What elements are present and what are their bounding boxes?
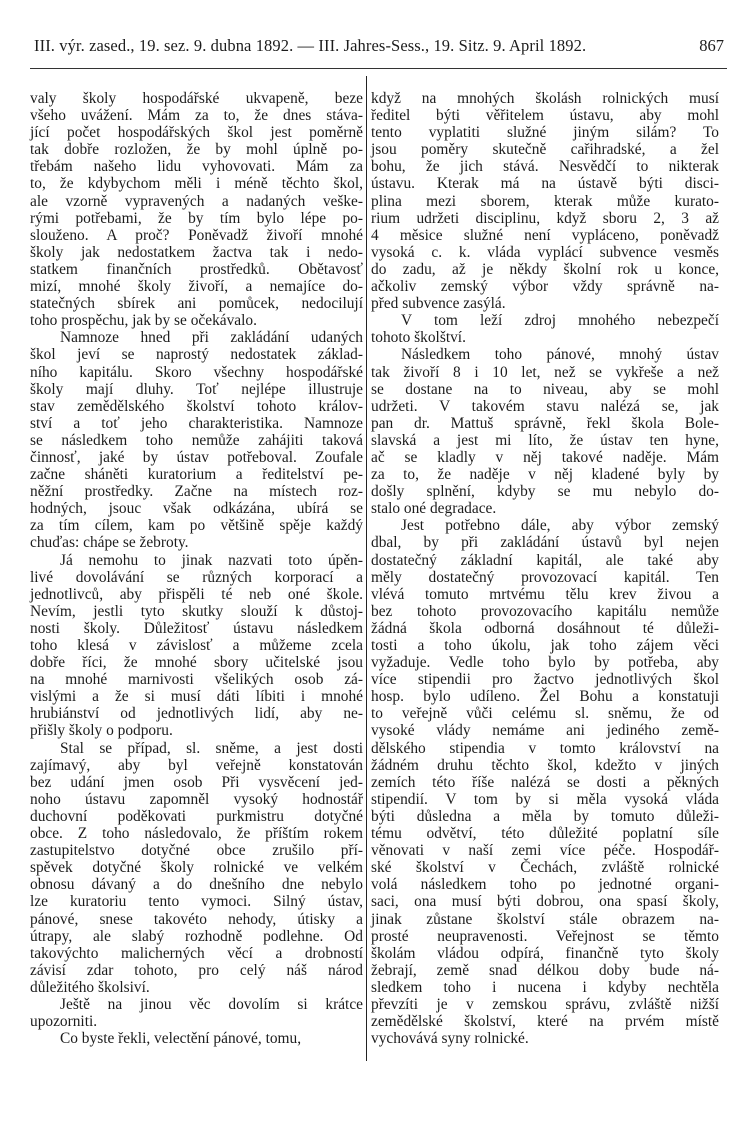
- paragraph: [30, 90, 363, 329]
- text-line: dobře říci, že mnohé sbory učitelské jsou: [30, 654, 363, 672]
- text-line: toho prospěchu, jak by se očekávalo.: [30, 312, 257, 330]
- text-line: převzíti je v zemskou správu, zvláště nižší: [371, 995, 719, 1013]
- text-line: tohoto školštví.: [371, 329, 466, 347]
- text-line: Následkem toho pánové, mnohý ústav: [401, 346, 719, 364]
- text-line: tak živoří 8 i 10 let, než se vykřeše a než: [371, 363, 719, 381]
- text-line: Co byste řekli, velectění pánové, tomu,: [60, 1030, 302, 1048]
- text-line: zemích této říše nalézá se dosti a pěkných: [371, 773, 719, 791]
- text-line: jící počet hospodářských škol jest poměrně: [30, 124, 363, 142]
- text-line: se následkem toho nemůže zahájiti taková: [30, 431, 363, 449]
- text-line: stipendií. V tom by si měla vysoká vláda: [371, 790, 719, 808]
- text-line: ústavu. Kterak má na ústavě býti disci-: [371, 175, 719, 193]
- text-line: rium udržeti disciplinu, když sboru 2, 3 až: [371, 209, 719, 227]
- text-line: plina mezi sborem, kterak může kurato-: [371, 192, 719, 210]
- text-line: ale vzorně vypravených a nadaných veške-: [30, 192, 363, 210]
- text-line: ství a toť jeho charakteristika. Namnoze: [30, 414, 363, 432]
- text-line: Já nemohu to jinak nazvati toto úpěn-: [60, 551, 363, 569]
- text-line: mizí, mnohé školy živoří, a nemajíce do-: [30, 278, 363, 296]
- text-line: stalo oné degradace.: [371, 500, 497, 518]
- text-line: závisí zdar tohoto, pro celý náš národ: [30, 961, 363, 979]
- text-line: tému odvětví, této důležité poplatní síle: [371, 825, 719, 843]
- text-line: školy mají dluhy. Toť nejlépe illustruje: [30, 380, 363, 398]
- paragraph: [371, 346, 719, 517]
- column-divider: [366, 76, 367, 1061]
- text-line: vyžaduje. Vedle toho bylo by potřeba, aby: [371, 654, 719, 672]
- text-line: jsou poměry skutečně cařihradské, a žel: [371, 141, 719, 159]
- text-line: statečných sbírek ani pomůcek, nedocilují: [30, 295, 363, 313]
- text-line: více stipendii pro žactvo jednotlivých škol: [371, 671, 719, 689]
- text-line: školy jak nedostatkem žactva tak i nedo-: [30, 243, 363, 261]
- paragraph: [371, 312, 719, 346]
- text-line: Namnoze hned při zakládání udaných: [60, 329, 363, 347]
- paragraph: [30, 740, 363, 996]
- text-line: hodných, jsouc však odkázána, ubírá se: [30, 500, 363, 518]
- text-line: obnosu dávaný a do dnešního dne nebylo: [30, 876, 363, 894]
- text-line: rými potřebami, že by tím bylo lépe po-: [30, 209, 363, 227]
- text-line: žádná škola odborná dosáhnout té důleži-: [371, 619, 719, 637]
- text-line: bohu, že jich stává. Nesvědčí to nikterak: [371, 158, 719, 176]
- text-line: tak dobře rozložen, že by mohl úplně po-: [30, 141, 363, 159]
- paragraph: [371, 90, 719, 312]
- text-line: upozorniti.: [30, 1013, 98, 1031]
- paragraph: [371, 517, 719, 1047]
- text-line: spěvek dotyčné školy rolnické ve velkém: [30, 859, 363, 877]
- text-line: V tom leží zdroj mnohého nebezpečí: [401, 312, 719, 330]
- text-line: za to, že naděje v něj kladené byly by: [371, 466, 719, 484]
- text-line: to veřejně vůči celému sl. sněmu, že od: [371, 705, 719, 723]
- text-line: Stal se případ, sl. sněme, a jest dosti: [60, 739, 363, 757]
- text-line: vlévá tomuto mrtvému tělu krev živou a: [371, 585, 719, 603]
- text-line: vysoká c. k. vláda vyplácí subvence vesměs: [371, 243, 719, 261]
- text-line: vislými a že si musí dáti líbiti i mnohé: [30, 688, 363, 706]
- header-title: III. výr. zased., 19. sez. 9. dubna 1892. — III. Jahres-Sess., 19. Sitz. 9. April 1892.: [34, 36, 587, 55]
- text-line: na mnohé marnivosti všelikých osob zá-: [30, 671, 363, 689]
- text-line: měly dostatečný provozovací kapitál. Ten: [371, 568, 719, 586]
- text-line: všeho uvážení. Mám za to, že dnes stáva-: [30, 107, 363, 125]
- text-line: Nevím, jestli tyto skutky slouží k důstoj-: [30, 602, 363, 620]
- text-line: školám vládou odpírá, finančně tyto školy: [371, 944, 719, 962]
- text-line: Jest potřebno dále, aby výbor zemský: [401, 517, 719, 535]
- text-line: ního kapitálu. Skoro všechny hospodářské: [30, 363, 363, 381]
- text-line: věnovati v naší zemi více péče. Hospodář-: [371, 842, 719, 860]
- text-line: takovýchto malicherných věcí a drobností: [30, 944, 363, 962]
- text-line: Ještě na jinou věc dovolím si krátce: [60, 995, 363, 1013]
- text-line: udržeti. V takovém stavu nalézá se, jak: [371, 397, 719, 415]
- paragraph: [30, 329, 363, 551]
- text-line: stav zemědělského školství tohoto králov-: [30, 397, 363, 415]
- text-line: býti důsledna a měla by tomuto důleži-: [371, 807, 719, 825]
- text-line: livé dovolávání se různých korporací a: [30, 568, 363, 586]
- text-line: obce. Z toho následovalo, že příštím rokem: [30, 825, 363, 843]
- text-line: vysoké vlády nemáme ani jediného země-: [371, 722, 719, 740]
- text-line: statkem finančních prostředků. Obětavosť: [30, 260, 363, 278]
- text-line: chuďas: chápe se žebroty.: [30, 534, 189, 552]
- text-line: se dostane na to niveau, aby se mohl: [371, 380, 719, 398]
- paragraph: [30, 552, 363, 740]
- text-line: volá následkem toho po jednotné organi-: [371, 876, 719, 894]
- text-line: duchovní poděkovati purkmistru dotyčné: [30, 807, 363, 825]
- text-line: činnosť, jaké by ústav potřeboval. Zoufale: [30, 448, 363, 466]
- text-line: tento vyplatiti služné jiným silám? To: [371, 124, 719, 142]
- text-line: přišly školy o podporu.: [30, 722, 173, 740]
- text-line: začne sháněti kuratorium a ředitelství pe-: [30, 466, 363, 484]
- paragraph: [30, 1030, 363, 1047]
- text-line: zastupitelstvo dotyčné obce zrušilo pří-: [30, 842, 363, 860]
- text-line: třebám našeho lidu vyhovovati. Mám za: [30, 158, 363, 176]
- running-header: [34, 36, 724, 58]
- text-line: před subvence zasýlá.: [371, 295, 506, 313]
- text-line: hosp. bylo udíleno. Žel Bohu a konstatuji: [371, 688, 719, 706]
- text-line: lze kuratoriu tento vymoci. Silný ústav,: [30, 893, 363, 911]
- text-line: vychovává syny rolnické.: [371, 1030, 529, 1048]
- paragraph: [30, 996, 363, 1030]
- text-line: ač se kladly v něj takové naděje. Mám: [371, 448, 719, 466]
- text-line: pánové, snese takovéto nehody, útisky a: [30, 910, 363, 928]
- text-line: ačkoliv zemský výbor vždy správně na-: [371, 278, 719, 296]
- text-line: jinak zůstane školství stále obrazem na-: [371, 910, 719, 928]
- text-line: něžní prostředky. Začne na místech roz-: [30, 483, 363, 501]
- text-line: dělského stipendia v tomto království na: [371, 739, 719, 757]
- text-line: dbal, by při zakládání ústavů byl nejen: [371, 534, 719, 552]
- text-line: jednotlivců, aby přispěli té neb oné škole.: [30, 585, 363, 603]
- page-number: 867: [699, 36, 724, 55]
- text-line: do zadu, až je někdy školní rok u konce,: [371, 260, 719, 278]
- text-line: důležitého školsiví.: [30, 978, 150, 996]
- text-line: toho klesá v závislosť a můžeme zcela: [30, 637, 363, 654]
- text-line: tosti a toho úkolu, jak toho zájem věci: [371, 637, 719, 654]
- text-line: ské školství v Čechách, zvláště rolnické: [371, 859, 719, 877]
- text-line: hrubiánství od jednotlivých lidí, aby ne-: [30, 705, 363, 723]
- text-line: došly splnění, kdyby se mu nebylo do-: [371, 483, 719, 501]
- text-line: bez tohoto provozovacího kapitálu nemůže: [371, 602, 719, 620]
- text-line: když na mnohých školásh rolnických musí: [371, 90, 719, 107]
- text-line: ředitel býti věřitelem ústavu, aby mohl: [371, 107, 719, 125]
- text-line: sledkem toho i nucena i kdyby nechtěla: [371, 978, 719, 996]
- text-line: valy školy hospodářské ukvapeně, beze: [30, 90, 363, 107]
- text-line: slavská a jest mi líto, že ústav ten hyne,: [371, 431, 719, 449]
- text-line: prosté neupravenosti. Veřejnost se těmto: [371, 927, 719, 945]
- right-column: [371, 90, 719, 1047]
- header-rule: [30, 68, 727, 69]
- text-line: útrapy, ale slabý rozhodně podlehne. Od: [30, 927, 363, 945]
- left-column: [30, 90, 363, 1047]
- text-line: saci, ona musí býti dobrou, ona spasí školy,: [371, 893, 719, 911]
- text-line: noho ústavu zapomněl vysoký hodnostář: [30, 790, 363, 808]
- text-line: žádném druhu těchto škol, kdežto v jiných: [371, 756, 719, 774]
- text-line: 4 měsice služné není vypláceno, poněvadž: [371, 226, 719, 244]
- text-line: škol jeví se naprostý nedostatek základ-: [30, 346, 363, 364]
- text-line: to, že kdybychom měli i méně těchto škol,: [30, 175, 363, 193]
- text-line: zajímavý, aby byl veřejně konstatován: [30, 756, 363, 774]
- text-line: pan dr. Mattuš správně, řekl škola Bole-: [371, 414, 719, 432]
- text-line: dostatečný základní kapitál, ale také aby: [371, 551, 719, 569]
- text-line: žebrají, země snad délkou doby bude ná-: [371, 961, 719, 979]
- text-line: slouženo. A proč? Poněvadž živoří mnohé: [30, 226, 363, 244]
- text-line: za tím cílem, kam po většině spěje každý: [30, 517, 363, 535]
- text-line: nosti školy. Důležitosť ústavu následkem: [30, 619, 363, 637]
- text-line: zemědělské školství, které na prvém místě: [371, 1013, 719, 1031]
- text-line: bez udání jmen osob Při vysvěcení jed-: [30, 773, 363, 791]
